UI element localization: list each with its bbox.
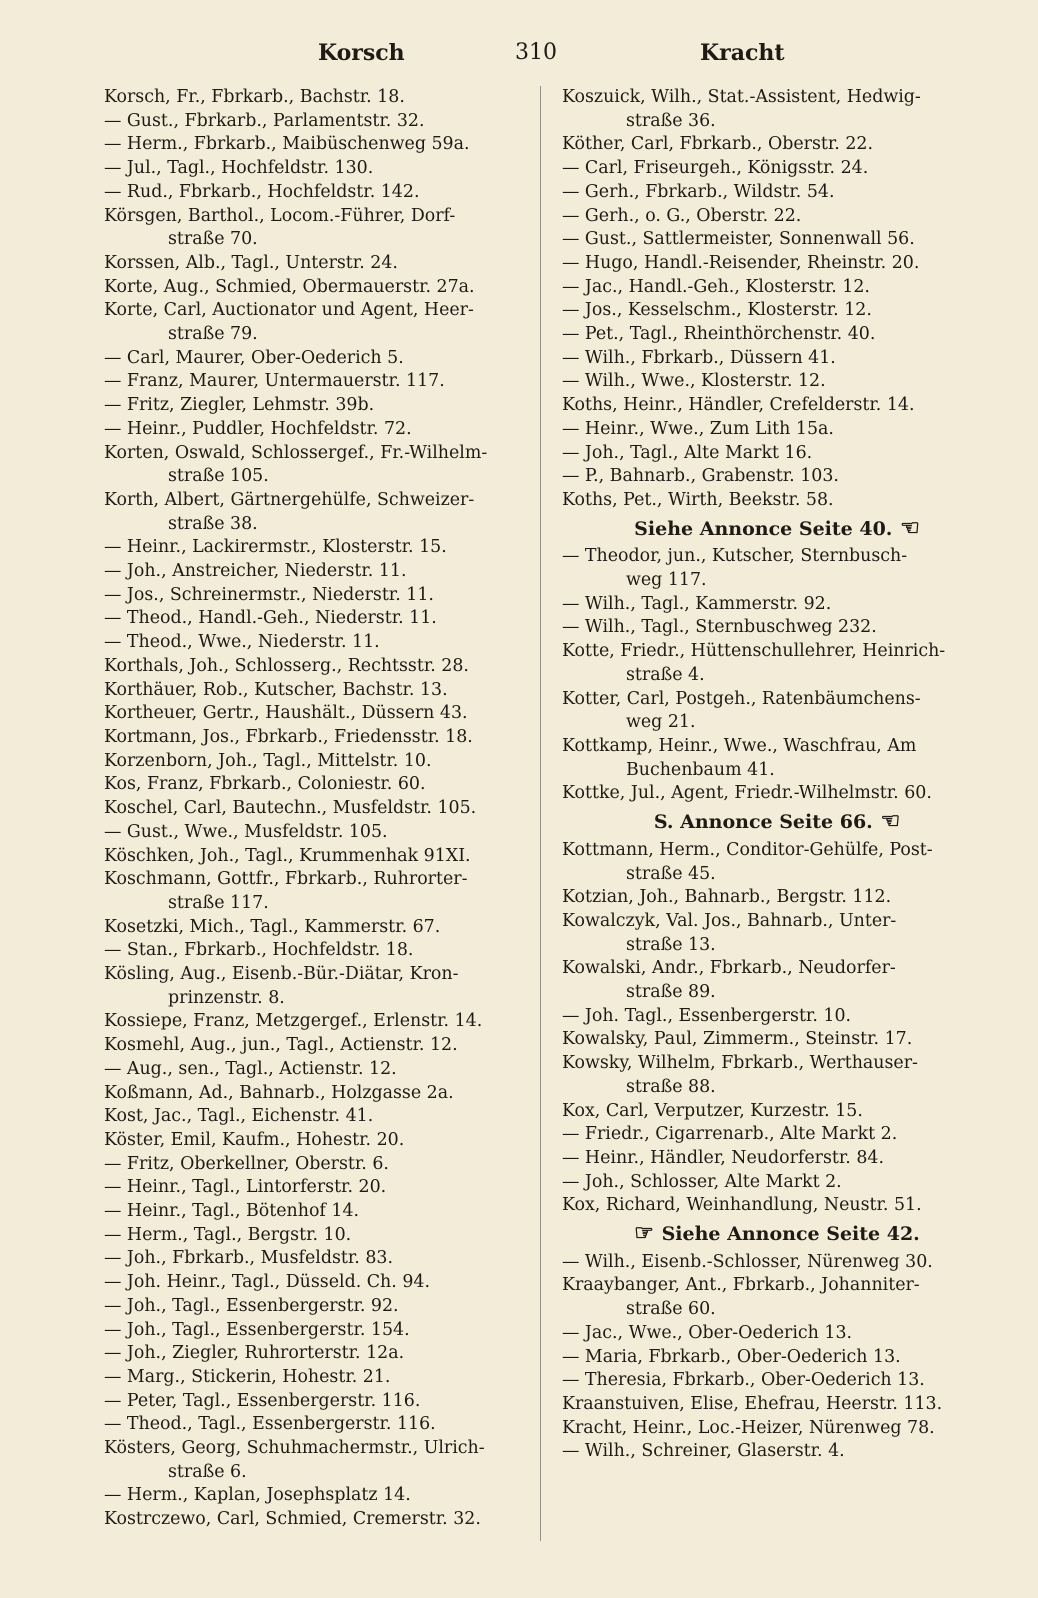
directory-entry [562, 276, 992, 300]
directory-entry [104, 347, 554, 371]
entry-line: — Herm., Fbrkarb., Maibüschenweg 59a. [104, 134, 470, 155]
entry-line: Koßmann, Ad., Bahnarb., Holzgasse 2a. [104, 1082, 454, 1103]
directory-entry [104, 370, 554, 394]
annonce-text: S. Annonce Seite 66. [653, 811, 873, 834]
entry-line: — Wilh., Tagl., Sternbuschweg 232. [562, 617, 877, 638]
pointing-hand-icon: ☞ [634, 1220, 662, 1247]
entry-line: — Peter, Tagl., Essenbergerstr. 116. [104, 1390, 421, 1411]
directory-entry [104, 1484, 554, 1508]
directory-entry [104, 276, 554, 300]
entry-continuation: straße 38. [168, 513, 258, 534]
entry-continuation: straße 70. [168, 229, 258, 250]
entry-continuation: straße 36. [626, 110, 716, 131]
entry-line: Kotte, Friedr., Hüttenschullehrer, Heinrich- [562, 641, 946, 662]
entry-line: — Wilh., Eisenb.-Schlosser, Nürenweg 30. [562, 1251, 933, 1272]
directory-entry [104, 442, 554, 489]
entry-line: — Heinr., Lackirermstr., Klosterstr. 15. [104, 537, 447, 558]
entry-line: Köther, Carl, Fbrkarb., Oberstr. 22. [562, 134, 874, 155]
entry-line: Koszuick, Wilh., Stat.-Assistent, Hedwig- [562, 87, 921, 107]
directory-entry [104, 1176, 554, 1200]
directory-entry [562, 442, 992, 466]
entry-line: — Joh., Schlosser, Alte Markt 2. [562, 1171, 842, 1192]
directory-entry [104, 655, 554, 679]
directory-entry [562, 1417, 992, 1441]
entry-line: Koschmann, Gottfr., Fbrkarb., Ruhrorter- [104, 869, 468, 890]
directory-entry [104, 1271, 554, 1295]
directory-entry [104, 773, 554, 797]
entry-line: — Theod., Tagl., Essenbergerstr. 116. [104, 1414, 436, 1435]
entry-line: Korten, Oswald, Schlossergef., Fr.-Wilhelm- [104, 442, 488, 463]
directory-entry [104, 133, 554, 157]
entry-line: Korsch, Fr., Fbrkarb., Bachstr. 18. [104, 87, 405, 107]
entry-line: Kösters, Georg, Schuhmachermstr., Ulrich- [104, 1438, 485, 1459]
directory-entry [104, 679, 554, 703]
annonce-text: Siehe Annonce Seite 42. [661, 1223, 920, 1246]
directory-entry [562, 886, 992, 910]
entry-line: — Gerh., o. G., Oberstr. 22. [562, 205, 802, 226]
entry-line: Koths, Heinr., Händler, Crefelderstr. 14. [562, 395, 915, 416]
entry-line: — Wilh., Fbrkarb., Düssern 41. [562, 347, 836, 368]
entry-continuation: Buchenbaum 41. [626, 759, 775, 780]
header-right-keyword: Kracht [700, 40, 785, 66]
entry-line: — Gust., Fbrkarb., Parlamentstr. 32. [104, 110, 425, 131]
entry-continuation: weg 21. [626, 712, 696, 733]
directory-entry [562, 1346, 992, 1370]
entry-line: — Maria, Fbrkarb., Ober-Oederich 13. [562, 1346, 901, 1367]
directory-entry [104, 181, 554, 205]
directory-entry [104, 1295, 554, 1319]
entry-continuation: prinzenstr. 8. [168, 987, 285, 1008]
entry-line: Kortmann, Jos., Fbrkarb., Friedensstr. 18. [104, 726, 473, 747]
directory-entry [562, 839, 992, 886]
entry-line: Kostrczewo, Carl, Schmied, Cremerstr. 32. [104, 1509, 481, 1530]
entry-line: — Heinr., Händler, Neudorferstr. 84. [562, 1147, 884, 1168]
entry-line: Kotzian, Joh., Bahnarb., Bergstr. 112. [562, 887, 892, 908]
directory-entry [562, 418, 992, 442]
entry-line: Kosmehl, Aug., jun., Tagl., Actienstr. 12. [104, 1035, 458, 1056]
annonce-reference [562, 810, 992, 835]
right-column [562, 86, 992, 1464]
entry-line: — Hugo, Handl.-Reisender, Rheinstr. 20. [562, 252, 920, 273]
entry-line: — Herm., Kaplan, Josephsplatz 14. [104, 1485, 411, 1506]
directory-entry [562, 910, 992, 957]
directory-entry [562, 1322, 992, 1346]
directory-entry [104, 868, 554, 915]
entry-line: Kowalsky, Paul, Zimmerm., Steinstr. 17. [562, 1029, 913, 1050]
directory-entry [104, 489, 554, 536]
directory-entry [562, 347, 992, 371]
directory-entry [104, 1413, 554, 1437]
directory-entry [562, 86, 992, 133]
directory-entry [562, 1147, 992, 1171]
directory-entry [104, 963, 554, 1010]
entry-line: Kowalski, Andr., Fbrkarb., Neudorfer- [562, 958, 896, 979]
entry-line: Kowalczyk, Val. Jos., Bahnarb., Unter- [562, 910, 897, 931]
entry-line: — Herm., Tagl., Bergstr. 10. [104, 1224, 352, 1245]
entry-line: — Theod., Wwe., Niederstr. 11. [104, 632, 380, 653]
entry-line: Kracht, Heinr., Loc.-Heizer, Nürenweg 78. [562, 1417, 935, 1438]
directory-entry [104, 845, 554, 869]
entry-line: — Fritz, Ziegler, Lehmstr. 39b. [104, 395, 375, 416]
directory-entry [562, 545, 992, 592]
entry-line: — Heinr., Puddler, Hochfeldstr. 72. [104, 418, 412, 439]
entry-line: — Theod., Handl.-Geh., Niederstr. 11. [104, 608, 437, 629]
entry-line: Kortheuer, Gertr., Haushält., Düssern 43. [104, 703, 468, 724]
directory-entry [562, 782, 992, 806]
directory-entry [104, 916, 554, 940]
directory-entry [562, 1028, 992, 1052]
entry-line: Kossiepe, Franz, Metzgergef., Erlenstr. 14. [104, 1011, 483, 1032]
directory-entry [562, 299, 992, 323]
entry-line: Kox, Richard, Weinhandlung, Neustr. 51. [562, 1195, 922, 1216]
directory-entry [104, 1437, 554, 1484]
entry-line: Korth, Albert, Gärtnergehülfe, Schweizer- [104, 489, 475, 510]
directory-entry [562, 1251, 992, 1275]
directory-entry [562, 1005, 992, 1029]
entry-line: Korzenborn, Joh., Tagl., Mittelstr. 10. [104, 750, 432, 771]
entry-line: — P., Bahnarb., Grabenstr. 103. [562, 466, 839, 487]
entry-line: Kos, Franz, Fbrkarb., Coloniestr. 60. [104, 774, 426, 795]
directory-entry [562, 228, 992, 252]
directory-entry [104, 1224, 554, 1248]
directory-entry [104, 1390, 554, 1414]
directory-entry [104, 631, 554, 655]
directory-entry [104, 536, 554, 560]
directory-entry [104, 1508, 554, 1532]
entry-continuation: straße 13. [626, 934, 716, 955]
entry-line: Kraaybanger, Ant., Fbrkarb., Johanniter- [562, 1275, 920, 1296]
directory-entry [562, 394, 992, 418]
left-column [104, 86, 554, 1532]
directory-entry [562, 1369, 992, 1393]
entry-line: — Heinr., Tagl., Bötenhof 14. [104, 1201, 360, 1222]
entry-line: — Fritz, Oberkellner, Oberstr. 6. [104, 1153, 389, 1174]
directory-entry [104, 560, 554, 584]
entry-line: — Joh., Tagl., Alte Markt 16. [562, 442, 813, 463]
pointing-hand-icon: ☜ [892, 514, 920, 541]
header-left-keyword: Korsch [318, 40, 405, 66]
entry-continuation: straße 105. [168, 466, 269, 487]
entry-line: Kösling, Aug., Eisenb.-Bür.-Diätar, Kron- [104, 964, 459, 985]
directory-entry [562, 1052, 992, 1099]
entry-line: — Carl, Friseurgeh., Königsstr. 24. [562, 158, 869, 179]
entry-line: — Wilh., Tagl., Kammerstr. 92. [562, 593, 832, 614]
directory-entry [104, 418, 554, 442]
entry-line: — Joh., Tagl., Essenbergerstr. 92. [104, 1295, 399, 1316]
directory-entry [562, 640, 992, 687]
entry-line: — Gerh., Fbrkarb., Wildstr. 54. [562, 181, 835, 202]
directory-entry [104, 1366, 554, 1390]
directory-entry [104, 157, 554, 181]
entry-line: — Jul., Tagl., Hochfeldstr. 130. [104, 158, 374, 179]
column-divider [540, 86, 541, 1541]
directory-entry [562, 489, 992, 513]
entry-line: — Pet., Tagl., Rheinthörchenstr. 40. [562, 324, 876, 345]
entry-line: Kosetzki, Mich., Tagl., Kammerstr. 67. [104, 916, 441, 937]
entry-line: — Heinr., Wwe., Zum Lith 15a. [562, 418, 834, 439]
annonce-text: Siehe Annonce Seite 40. [634, 517, 893, 540]
directory-entry [104, 584, 554, 608]
directory-entry [562, 370, 992, 394]
annonce-reference [562, 1222, 992, 1247]
directory-entry [104, 1105, 554, 1129]
entry-line: — Joh., Ziegler, Ruhrorterstr. 12a. [104, 1343, 405, 1364]
directory-entry [104, 1034, 554, 1058]
directory-entry [104, 86, 554, 110]
entry-line: — Joh., Fbrkarb., Musfeldstr. 83. [104, 1248, 393, 1269]
entry-line: — Joh., Tagl., Essenbergerstr. 154. [104, 1319, 410, 1340]
directory-entry [104, 1200, 554, 1224]
entry-continuation: straße 79. [168, 324, 258, 345]
directory-entry [562, 205, 992, 229]
entry-line: Kox, Carl, Verputzer, Kurzestr. 15. [562, 1100, 863, 1121]
pointing-hand-icon: ☜ [872, 808, 901, 835]
entry-line: — Gust., Wwe., Musfeldstr. 105. [104, 821, 388, 842]
directory-entry [104, 205, 554, 252]
directory-entry [562, 1123, 992, 1147]
entry-line: — Rud., Fbrkarb., Hochfeldstr. 142. [104, 181, 420, 202]
entry-line: Korssen, Alb., Tagl., Unterstr. 24. [104, 252, 398, 273]
directory-entry [104, 1342, 554, 1366]
entry-line: Kraanstuiven, Elise, Ehefrau, Heerstr. 113. [562, 1393, 943, 1414]
directory-entry [562, 616, 992, 640]
directory-entry [104, 1129, 554, 1153]
entry-line: — Joh. Heinr., Tagl., Düsseld. Ch. 94. [104, 1272, 430, 1293]
entry-continuation: straße 45. [626, 863, 716, 884]
entry-line: Kottmann, Herm., Conditor-Gehülfe, Post- [562, 839, 933, 860]
directory-entry [562, 181, 992, 205]
entry-continuation: straße 89. [626, 982, 716, 1003]
entry-continuation: straße 117. [168, 892, 269, 913]
entry-line: — Theodor, jun., Kutscher, Sternbusch- [562, 546, 908, 567]
entry-line: Koths, Pet., Wirth, Beekstr. 58. [562, 489, 834, 510]
entry-line: — Theresia, Fbrkarb., Ober-Oederich 13. [562, 1370, 925, 1391]
entry-line: Korthäuer, Rob., Kutscher, Bachstr. 13. [104, 679, 448, 700]
directory-entry [104, 110, 554, 134]
directory-entry [562, 735, 992, 782]
directory-entry [104, 1319, 554, 1343]
entry-line: Korte, Aug., Schmied, Obermauerstr. 27a. [104, 276, 475, 297]
entry-line: Kost, Jac., Tagl., Eichenstr. 41. [104, 1106, 374, 1127]
entry-line: Köster, Emil, Kaufm., Hohestr. 20. [104, 1129, 405, 1150]
directory-entry [104, 726, 554, 750]
entry-line: — Gust., Sattlermeister, Sonnenwall 56. [562, 229, 915, 250]
entry-line: Koschel, Carl, Bautechn., Musfeldstr. 105. [104, 798, 477, 819]
entry-line: Korte, Carl, Auctionator und Agent, Heer- [104, 300, 474, 321]
entry-line: — Heinr., Tagl., Lintorferstr. 20. [104, 1177, 387, 1198]
entry-line: Kottke, Jul., Agent, Friedr.-Wilhelmstr. 60. [562, 783, 932, 804]
entry-line: Korthals, Joh., Schlosserg., Rechtsstr. 28. [104, 655, 469, 676]
directory-entry [562, 1194, 992, 1218]
directory-entry [104, 939, 554, 963]
entry-line: Körsgen, Barthol., Locom.-Führer, Dorf- [104, 205, 456, 226]
directory-entry [104, 1010, 554, 1034]
entry-line: — Joh., Anstreicher, Niederstr. 11. [104, 561, 407, 582]
entry-line: — Friedr., Cigarrenarb., Alte Markt 2. [562, 1124, 898, 1145]
entry-line: — Jac., Handl.-Geh., Klosterstr. 12. [562, 276, 870, 297]
directory-entry [104, 252, 554, 276]
entry-line: — Franz, Maurer, Untermauerstr. 117. [104, 371, 445, 392]
directory-entry [104, 1082, 554, 1106]
entry-line: — Stan., Fbrkarb., Hochfeldstr. 18. [104, 940, 414, 961]
directory-entry [562, 1100, 992, 1124]
entry-line: — Wilh., Schreiner, Glaserstr. 4. [562, 1441, 845, 1462]
page-number: 310 [515, 40, 557, 65]
directory-entry [104, 299, 554, 346]
directory-entry [104, 750, 554, 774]
entry-line: — Jac., Wwe., Ober-Oederich 13. [562, 1322, 853, 1343]
directory-entry [104, 1153, 554, 1177]
directory-entry [104, 1058, 554, 1082]
directory-entry [562, 1440, 992, 1464]
entry-line: Kotter, Carl, Postgeh., Ratenbäumchens- [562, 688, 921, 709]
entry-line: — Joh. Tagl., Essenbergerstr. 10. [562, 1005, 852, 1026]
entry-line: Kowsky, Wilhelm, Fbrkarb., Werthauser- [562, 1053, 918, 1074]
directory-entry [104, 607, 554, 631]
directory-entry [104, 702, 554, 726]
entry-continuation: straße 6. [168, 1461, 247, 1482]
entry-continuation: weg 117. [626, 570, 707, 591]
directory-entry [562, 252, 992, 276]
entry-continuation: straße 4. [626, 664, 705, 685]
entry-line: Kottkamp, Heinr., Wwe., Waschfrau, Am [562, 735, 917, 756]
directory-entry [562, 157, 992, 181]
directory-entry [562, 1274, 992, 1321]
entry-line: — Carl, Maurer, Ober-Oederich 5. [104, 347, 404, 368]
entry-line: — Wilh., Wwe., Klosterstr. 12. [562, 371, 826, 392]
directory-entry [562, 593, 992, 617]
directory-entry [562, 1393, 992, 1417]
directory-entry [562, 1171, 992, 1195]
directory-entry [562, 133, 992, 157]
directory-entry [562, 957, 992, 1004]
entry-line: Köschken, Joh., Tagl., Krummenhak 91XI. [104, 845, 471, 866]
directory-entry [562, 465, 992, 489]
entry-line: — Jos., Kesselschm., Klosterstr. 12. [562, 300, 872, 321]
directory-entry [104, 821, 554, 845]
directory-entry [104, 1247, 554, 1271]
directory-entry [104, 797, 554, 821]
directory-entry [104, 394, 554, 418]
directory-entry [562, 688, 992, 735]
entry-line: — Jos., Schreinermstr., Niederstr. 11. [104, 584, 434, 605]
entry-continuation: straße 88. [626, 1076, 716, 1097]
directory-entry [562, 323, 992, 347]
entry-line: — Marg., Stickerin, Hohestr. 21. [104, 1366, 391, 1387]
annonce-reference [562, 514, 992, 542]
entry-continuation: straße 60. [626, 1299, 716, 1320]
entry-line: — Aug., sen., Tagl., Actienstr. 12. [104, 1058, 397, 1079]
